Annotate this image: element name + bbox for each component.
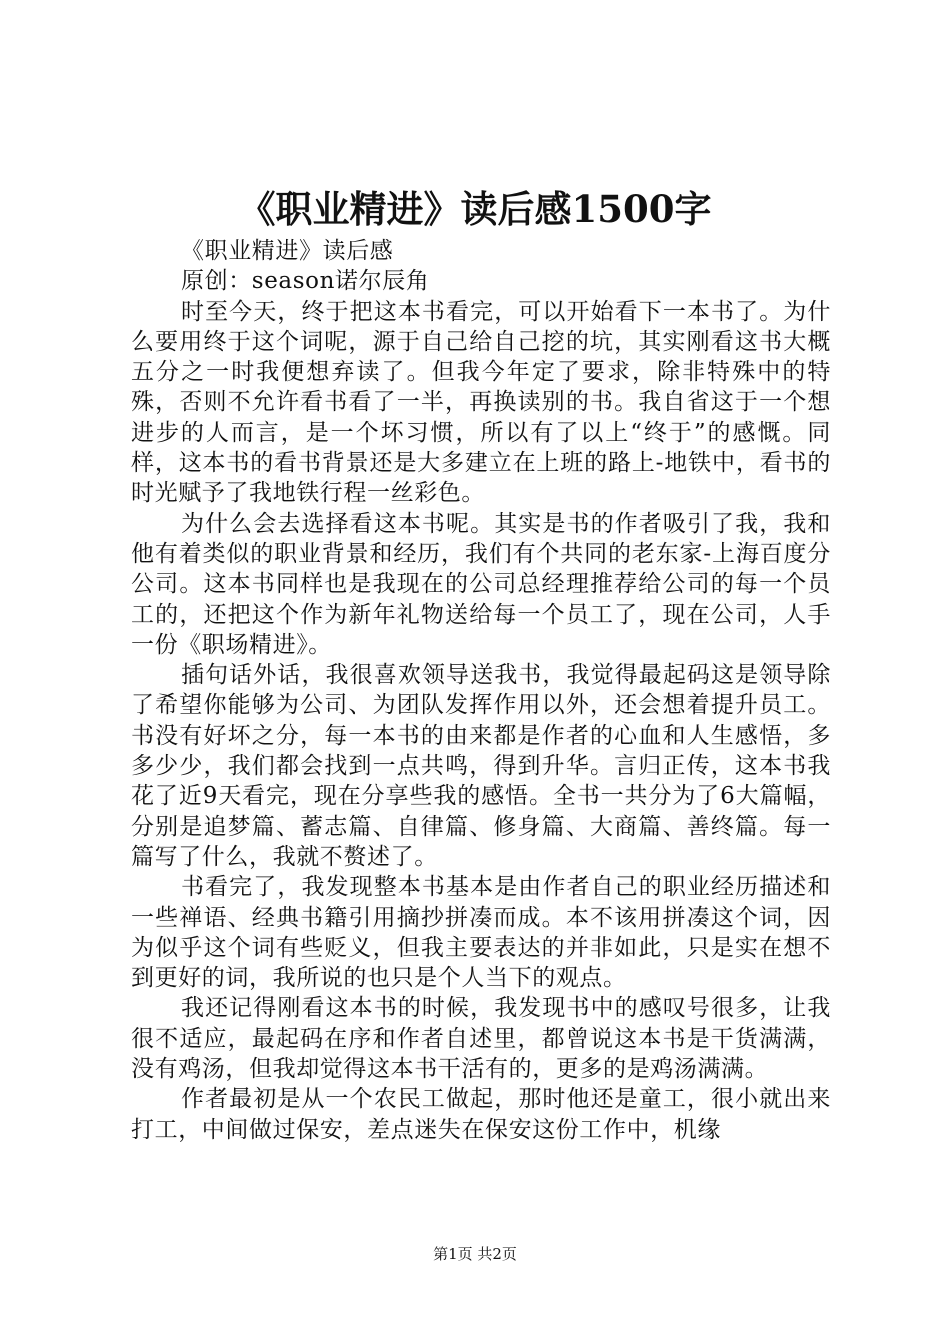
paragraph: 为什么会去选择看这本书呢。其实是书的作者吸引了我，我和他有着类似的职业背景和经历，我们有个共同的老东家-上海百度分公司。这本书同样也是我现在的公司总经理推荐给公司的每一个员工的，还把这个作为新年礼物送给每一个员工了，现在公司，人手一份《职场精进》。 bbox=[131, 510, 831, 658]
paragraph: 书看完了，我发现整本书基本是由作者自己的职业经历描述和一些禅语、经典书籍引用摘抄拼凑而成。本不该用拼凑这个词，因为似乎这个词有些贬义，但我主要表达的并非如此，只是实在想不到更好的词，我所说的也只是个人当下的观点。 bbox=[131, 874, 831, 992]
paragraph: 我还记得刚看这本书的时候，我发现书中的感叹号很多，让我很不适应，最起码在序和作者自述里，都曾说这本书是干货满满，没有鸡汤，但我却觉得这本书干活有的，更多的是鸡汤满满。 bbox=[131, 995, 831, 1083]
document-body bbox=[131, 236, 831, 1145]
page-footer: 第1页 共2页 bbox=[433, 1245, 517, 1263]
paragraph: 插句话外话，我很喜欢领导送我书，我觉得最起码这是领导除了希望你能够为公司、为团队发挥作用以外，还会想着提升员工。书没有好坏之分，每一本书的由来都是作者的心血和人生感悟，多多少少，我们都会找到一点共鸣，得到升华。言归正传，这本书我花了近9天看完，现在分享些我的感悟。全书一共分为了6大篇幅，分别是追梦篇、蓄志篇、自律篇、修身篇、大商篇、善终篇。每一篇写了什么，我就不赘述了。 bbox=[131, 662, 831, 870]
paragraph-subtitle: 《职业精进》读后感 bbox=[181, 238, 394, 264]
paragraph: 作者最初是从一个农民工做起，那时他还是童工，很小就出来打工，中间做过保安，差点迷失在保安这份工作中，机缘 bbox=[131, 1086, 831, 1143]
paragraph-author: 原创：season诺尔辰角 bbox=[181, 268, 430, 295]
page-title: 《职业精进》读后感1500字 bbox=[238, 187, 712, 231]
paragraph: 时至今天，终于把这本书看完，可以开始看下一本书了。为什么要用终于这个词呢，源于自己给自己挖的坑，其实刚看这书大概五分之一时我便想弃读了。但我今年定了要求，除非特殊中的特殊，否则不允许看书看了一半，再换读别的书。我自省这于一个想进步的人而言，是一个坏习惯，所以有了以上“终于”的感慨。同样，这本书的看书背景还是大多建立在上班的路上-地铁中，看书的时光赋予了我地铁行程一丝彩色。 bbox=[131, 298, 831, 507]
